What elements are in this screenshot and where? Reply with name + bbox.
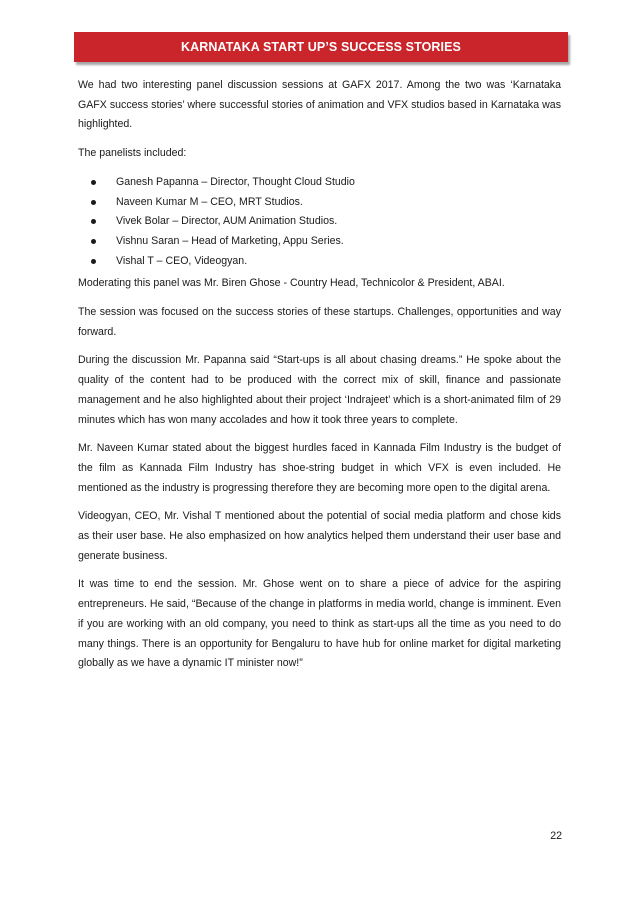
panelist-list xyxy=(78,173,561,272)
list-item: Vivek Bolar – Director, AUM Animation Studios. xyxy=(116,212,561,232)
page-number: 22 xyxy=(550,830,562,842)
banner-title: KARNATAKA START UP’S SUCCESS STORIES xyxy=(180,40,461,54)
panelists-lead: The panelists included: xyxy=(78,147,187,160)
bullet-icon xyxy=(91,239,96,244)
moderator-paragraph: Moderating this panel was Mr. Biren Ghose - Country Head, Technicolor & President, ABAI. xyxy=(78,277,505,290)
vishal-paragraph: Videogyan, CEO, Mr. Vishal T mentioned about the potential of social media platform and chose kids as their user base. He also emphasized on how analytics helped them understand their user base and generate business. xyxy=(78,510,561,562)
papanna-paragraph: During the discussion Mr. Papanna said “Start-ups is all about chasing dreams.” He spoke about the quality of the content had to be produced with the correct mix of skill, finance and passionate management and he also highlighted about their project ‘Indrajeet’ which is a short-animated film of 29 minutes which has won many accolades and how it took three years to complete. xyxy=(78,354,561,426)
list-item: Vishal T – CEO, Videogyan. xyxy=(116,252,561,272)
focus-paragraph: The session was focused on the success stories of these startups. Challenges, opportunities and way forward. xyxy=(78,306,561,338)
list-item: Vishnu Saran – Head of Marketing, Appu Series. xyxy=(116,232,561,252)
bullet-icon xyxy=(91,219,96,224)
closing-paragraph: It was time to end the session. Mr. Ghose went on to share a piece of advice for the aspiring entrepreneurs. He said, “Because of the change in platforms in media world, change is imminent. Even if you are working with an old company, you need to think as start-ups all the time as you need to do many things. There is an opportunity for Bengaluru to have hub for online market for digital marketing globally as we have a dynamic IT minister now!” xyxy=(78,578,561,670)
bullet-icon xyxy=(91,200,96,205)
bullet-icon xyxy=(91,180,96,185)
section-banner xyxy=(74,32,568,62)
list-item: Naveen Kumar M – CEO, MRT Studios. xyxy=(116,193,561,213)
article-body xyxy=(78,76,561,683)
naveen-paragraph: Mr. Naveen Kumar stated about the biggest hurdles faced in Kannada Film Industry is the budget of the film as Kannada Film Industry has shoe-string budget in which VFX is even included. He mentioned as the industry is progressing therefore they are becoming more open to the digital arena. xyxy=(78,442,561,494)
intro-paragraph: We had two interesting panel discussion sessions at GAFX 2017. Among the two was ‘Karnataka GAFX success stories’ where successful stories of animation and VFX studios based in Karnataka was highlighted. xyxy=(78,79,561,131)
list-item: Ganesh Papanna – Director, Thought Cloud Studio xyxy=(116,173,561,193)
bullet-icon xyxy=(91,259,96,264)
